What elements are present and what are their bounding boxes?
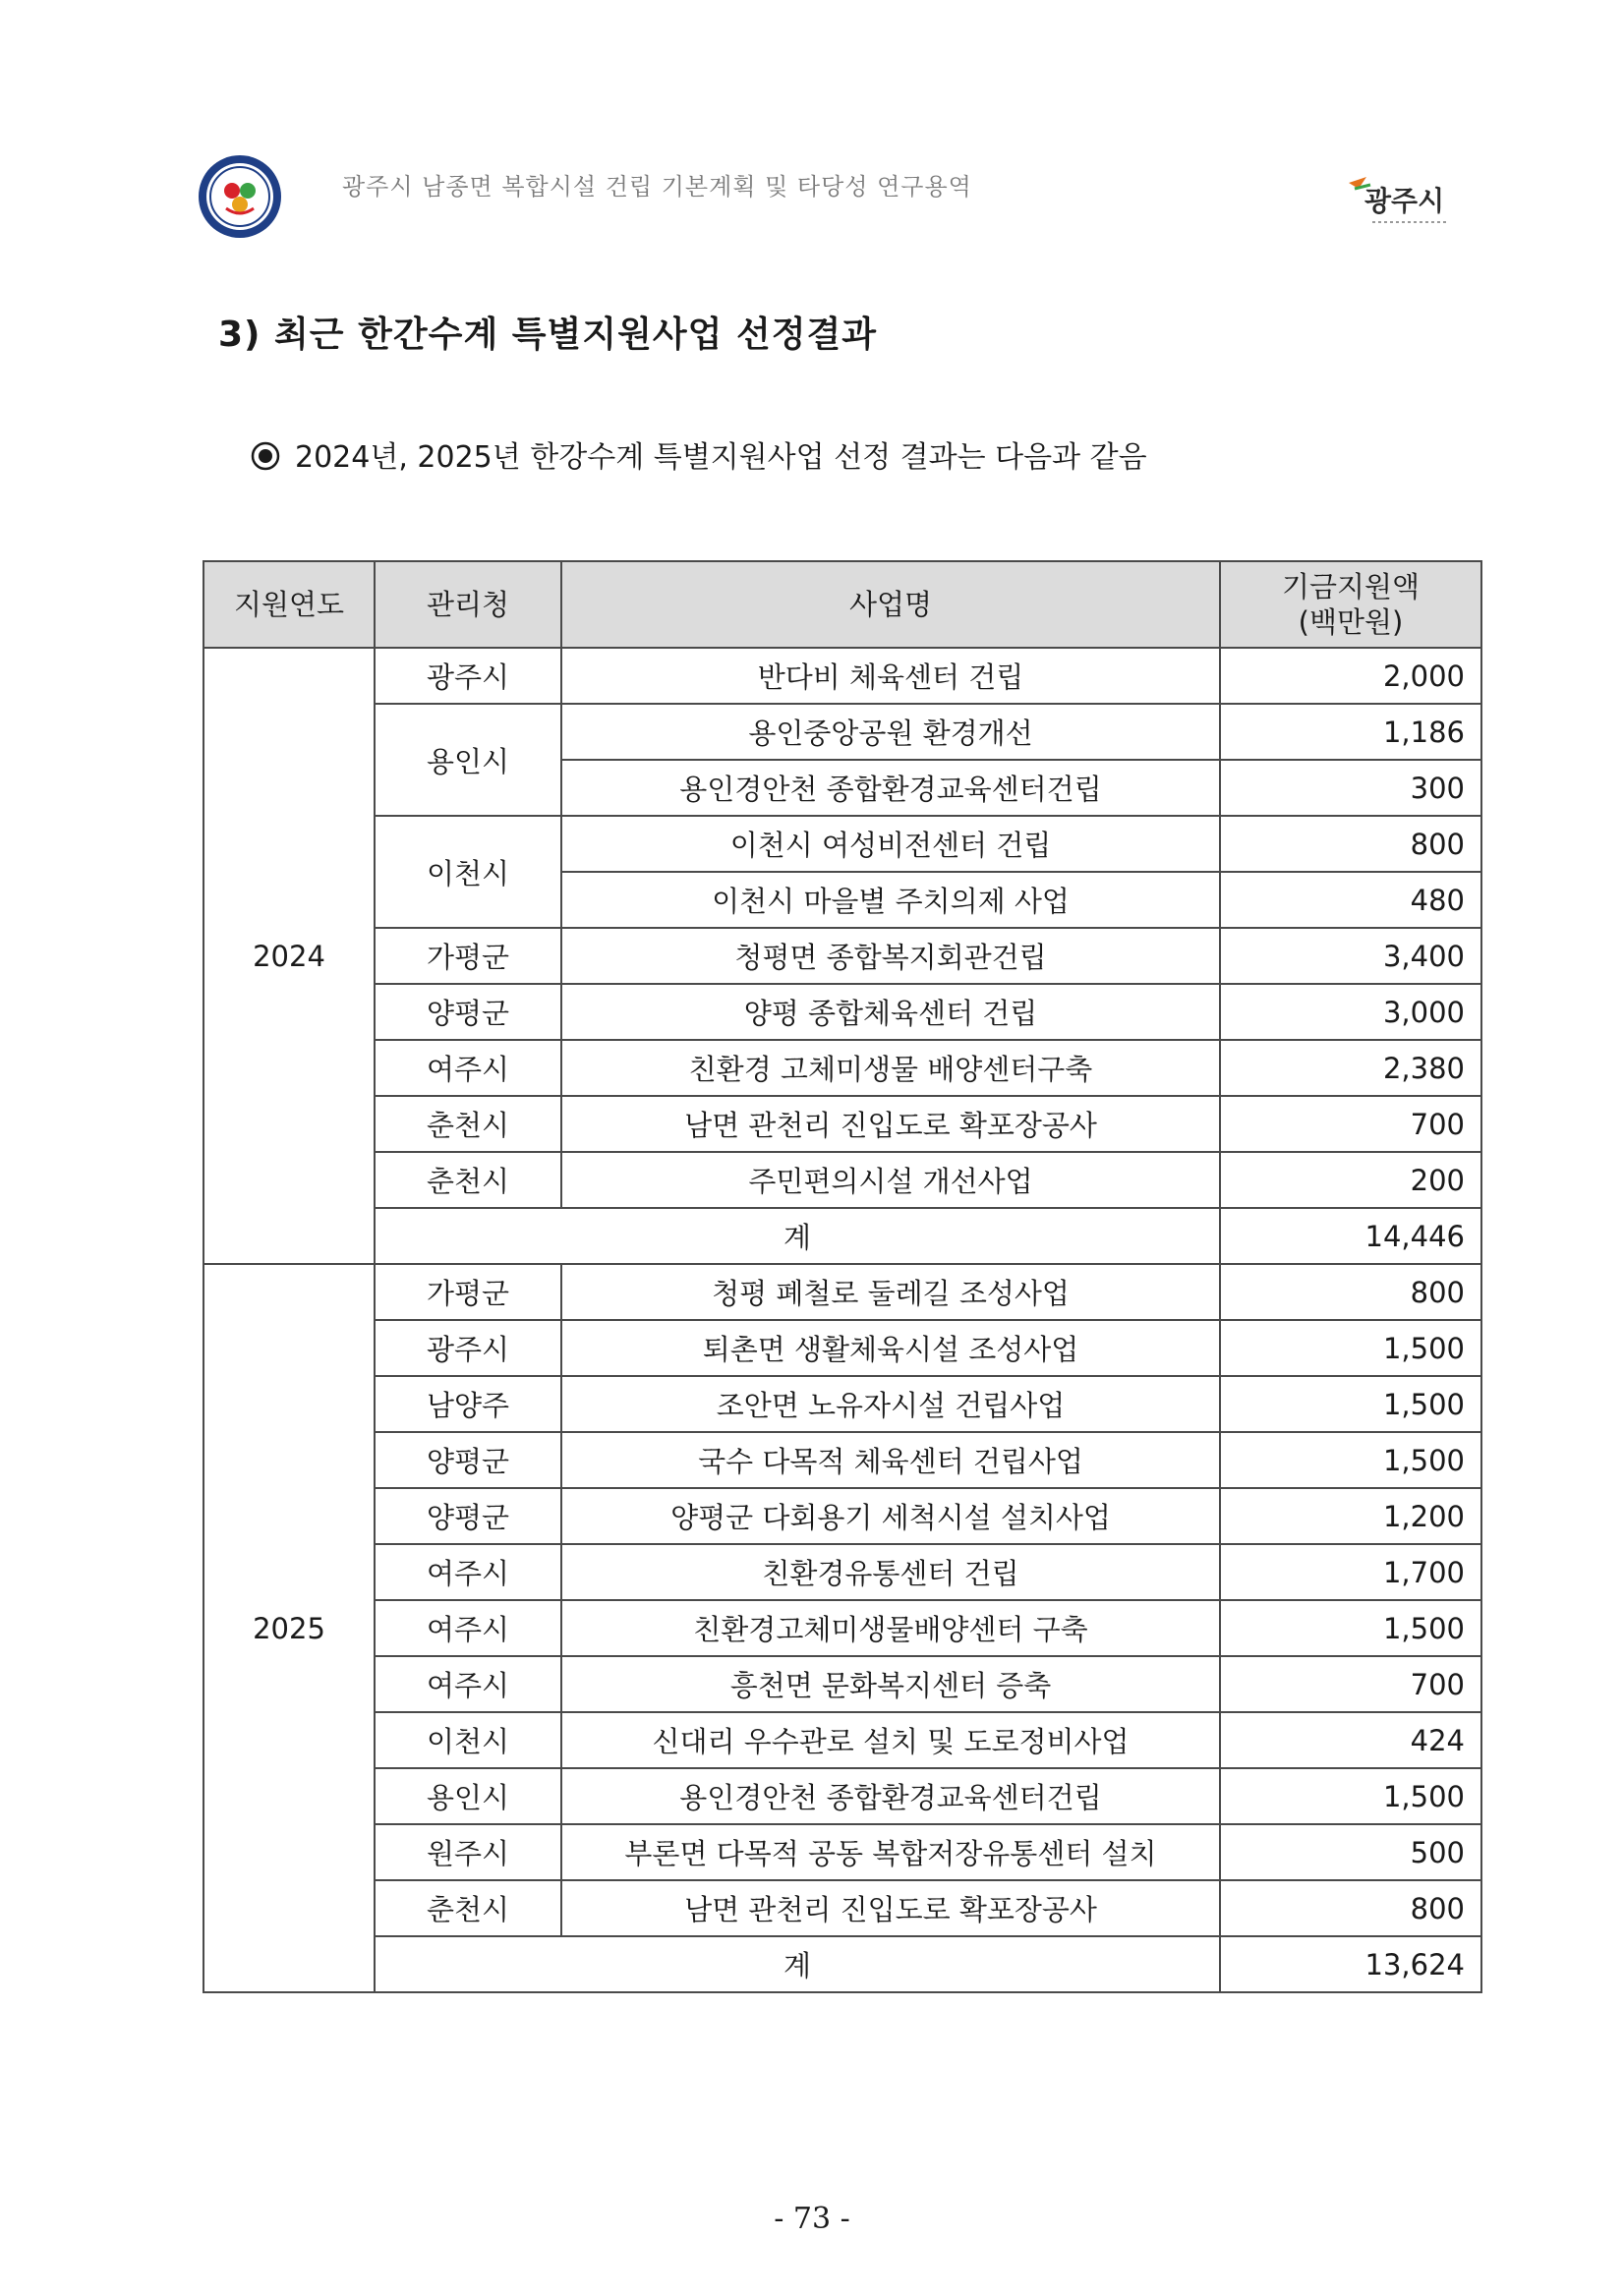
amount-cell: 1,500 bbox=[1220, 1432, 1481, 1488]
amount-cell: 1,500 bbox=[1220, 1376, 1481, 1432]
amount-cell: 1,200 bbox=[1220, 1488, 1481, 1544]
project-cell: 반다비 체육센터 건립 bbox=[561, 648, 1220, 704]
office-cell: 이천시 bbox=[375, 816, 561, 928]
gwangju-city-logo-icon bbox=[1345, 173, 1455, 230]
office-cell: 춘천시 bbox=[375, 1096, 561, 1152]
selection-results-table bbox=[203, 560, 1482, 1993]
year-cell: 2024 bbox=[203, 648, 375, 1264]
office-cell: 용인시 bbox=[375, 704, 561, 816]
office-cell: 양평군 bbox=[375, 984, 561, 1040]
amount-cell: 1,500 bbox=[1220, 1320, 1481, 1376]
table-row bbox=[203, 648, 1481, 704]
project-cell: 신대리 우수관로 설치 및 도로정비사업 bbox=[561, 1712, 1220, 1768]
subtotal-label: 계 bbox=[375, 1936, 1220, 1992]
table-row bbox=[203, 1488, 1481, 1544]
project-cell: 부론면 다목적 공동 복합저장유통센터 설치 bbox=[561, 1824, 1220, 1880]
amount-cell: 700 bbox=[1220, 1096, 1481, 1152]
table-row bbox=[203, 1768, 1481, 1824]
project-cell: 퇴촌면 생활체육시설 조성사업 bbox=[561, 1320, 1220, 1376]
project-cell: 주민편의시설 개선사업 bbox=[561, 1152, 1220, 1208]
table-row bbox=[203, 984, 1481, 1040]
col-header-office: 관리청 bbox=[375, 561, 561, 648]
project-cell: 청평 폐철로 둘레길 조성사업 bbox=[561, 1264, 1220, 1320]
amount-cell: 1,500 bbox=[1220, 1768, 1481, 1824]
office-cell: 이천시 bbox=[375, 1712, 561, 1768]
office-cell: 여주시 bbox=[375, 1544, 561, 1600]
table-row bbox=[203, 1320, 1481, 1376]
project-cell: 친환경 고체미생물 배양센터구축 bbox=[561, 1040, 1220, 1096]
office-cell: 여주시 bbox=[375, 1600, 561, 1656]
office-cell: 가평군 bbox=[375, 1264, 561, 1320]
project-cell: 국수 다목적 체육센터 건립사업 bbox=[561, 1432, 1220, 1488]
project-cell: 양평군 다회용기 세척시설 설치사업 bbox=[561, 1488, 1220, 1544]
table-row bbox=[203, 928, 1481, 984]
amount-cell: 1,500 bbox=[1220, 1600, 1481, 1656]
radio-bullet-icon bbox=[250, 440, 281, 472]
intro-text: 2024년, 2025년 한강수계 특별지원사업 선정 결과는 다음과 같음 bbox=[295, 440, 1147, 475]
year-cell: 2025 bbox=[203, 1264, 375, 1992]
office-cell: 양평군 bbox=[375, 1488, 561, 1544]
table-row bbox=[203, 816, 1481, 872]
table-row bbox=[203, 1656, 1481, 1712]
col-header-project: 사업명 bbox=[561, 561, 1220, 648]
table-row bbox=[203, 1432, 1481, 1488]
table-header-row bbox=[203, 561, 1481, 648]
amount-cell: 1,700 bbox=[1220, 1544, 1481, 1600]
table-row bbox=[203, 1264, 1481, 1320]
table-row bbox=[203, 1040, 1481, 1096]
office-cell: 여주시 bbox=[375, 1656, 561, 1712]
amount-cell: 300 bbox=[1220, 760, 1481, 816]
office-cell: 양평군 bbox=[375, 1432, 561, 1488]
amount-cell: 3,400 bbox=[1220, 928, 1481, 984]
amount-cell: 800 bbox=[1220, 1264, 1481, 1320]
project-cell: 조안면 노유자시설 건립사업 bbox=[561, 1376, 1220, 1432]
amount-cell: 424 bbox=[1220, 1712, 1481, 1768]
office-cell: 가평군 bbox=[375, 928, 561, 984]
amount-cell: 1,186 bbox=[1220, 704, 1481, 760]
office-cell: 춘천시 bbox=[375, 1880, 561, 1936]
subtotal-amount: 13,624 bbox=[1220, 1936, 1481, 1992]
subtotal-amount: 14,446 bbox=[1220, 1208, 1481, 1264]
table-row bbox=[203, 1600, 1481, 1656]
col-header-year: 지원연도 bbox=[203, 561, 375, 648]
document-header-title: 광주시 남종면 복합시설 건립 기본계획 및 타당성 연구용역 bbox=[342, 173, 972, 201]
office-cell: 용인시 bbox=[375, 1768, 561, 1824]
subtotal-label: 계 bbox=[375, 1208, 1220, 1264]
table-row bbox=[203, 1096, 1481, 1152]
project-cell: 친환경유통센터 건립 bbox=[561, 1544, 1220, 1600]
col-header-amount bbox=[1220, 561, 1481, 648]
institution-emblem-icon bbox=[197, 153, 283, 240]
amount-cell: 480 bbox=[1220, 872, 1481, 928]
amount-cell: 200 bbox=[1220, 1152, 1481, 1208]
project-cell: 용인경안천 종합환경교육센터건립 bbox=[561, 1768, 1220, 1824]
office-cell: 원주시 bbox=[375, 1824, 561, 1880]
table-row bbox=[203, 1712, 1481, 1768]
office-cell: 춘천시 bbox=[375, 1152, 561, 1208]
project-cell: 청평면 종합복지회관건립 bbox=[561, 928, 1220, 984]
table-row bbox=[203, 1544, 1481, 1600]
amount-cell: 800 bbox=[1220, 816, 1481, 872]
table-row bbox=[203, 1376, 1481, 1432]
table-row bbox=[203, 1824, 1481, 1880]
project-cell: 용인중앙공원 환경개선 bbox=[561, 704, 1220, 760]
subtotal-row bbox=[203, 1936, 1481, 1992]
page-header bbox=[197, 153, 1455, 261]
project-cell: 흥천면 문화복지센터 증축 bbox=[561, 1656, 1220, 1712]
amount-cell: 3,000 bbox=[1220, 984, 1481, 1040]
subtotal-row bbox=[203, 1208, 1481, 1264]
project-cell: 이천시 여성비전센터 건립 bbox=[561, 816, 1220, 872]
amount-cell: 800 bbox=[1220, 1880, 1481, 1936]
table-row bbox=[203, 704, 1481, 760]
intro-paragraph bbox=[250, 432, 1147, 476]
office-cell: 남양주 bbox=[375, 1376, 561, 1432]
project-cell: 이천시 마을별 주치의제 사업 bbox=[561, 872, 1220, 928]
page-number: - 73 - bbox=[774, 2202, 850, 2236]
project-cell: 남면 관천리 진입도로 확포장공사 bbox=[561, 1880, 1220, 1936]
col-header-amount-line1: 기금지원액 bbox=[1281, 569, 1421, 603]
project-cell: 용인경안천 종합환경교육센터건립 bbox=[561, 760, 1220, 816]
project-cell: 친환경고체미생물배양센터 구축 bbox=[561, 1600, 1220, 1656]
office-cell: 여주시 bbox=[375, 1040, 561, 1096]
project-cell: 남면 관천리 진입도로 확포장공사 bbox=[561, 1096, 1220, 1152]
amount-cell: 2,380 bbox=[1220, 1040, 1481, 1096]
office-cell: 광주시 bbox=[375, 1320, 561, 1376]
table-row bbox=[203, 1880, 1481, 1936]
section-title: 3) 최근 한간수계 특별지원사업 선정결과 bbox=[218, 315, 878, 355]
table-row bbox=[203, 1152, 1481, 1208]
col-header-amount-line2: (백만원) bbox=[1298, 605, 1404, 639]
logo-wordmark: 광주시 bbox=[1364, 185, 1445, 217]
amount-cell: 700 bbox=[1220, 1656, 1481, 1712]
amount-cell: 2,000 bbox=[1220, 648, 1481, 704]
project-cell: 양평 종합체육센터 건립 bbox=[561, 984, 1220, 1040]
amount-cell: 500 bbox=[1220, 1824, 1481, 1880]
office-cell: 광주시 bbox=[375, 648, 561, 704]
